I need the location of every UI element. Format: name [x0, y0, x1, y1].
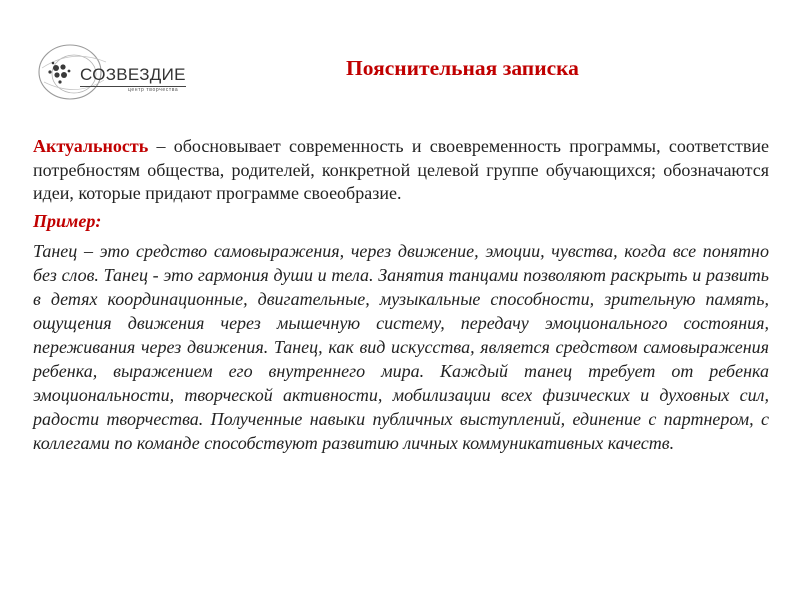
page-title: Пояснительная записка	[346, 56, 579, 80]
relevance-text: – обосновывает современность и своевременность программы, соответствие потребностям общества, родителей, конкретной целевой группе обучающихся; обозначаются идеи, которые придают программе своеобразие.	[33, 136, 769, 203]
relevance-paragraph	[33, 135, 769, 206]
relevance-term: Актуальность	[33, 136, 149, 156]
example-label: Пример:	[33, 210, 102, 231]
content-body	[33, 135, 769, 455]
logo-subtitle: центр творчества	[128, 87, 179, 93]
logo	[36, 38, 226, 108]
logo-name: СОЗВЕЗДИЕ	[80, 65, 186, 87]
example-paragraph: Танец – это средство самовыражения, через движение, эмоции, чувства, когда все понятно без слов. Танец - это гармония души и тела. Занятия танцами позволяют раскрыть и развить в детях координационные, двигательные, музыкальные способности, зрительную память, ощущения движения через мышечную систему, передачу эмоционального состояния, переживания через движения. Танец, как вид искусства, является средством самовыражения ребенка, выражением его внутреннего мира. Каждый танец требует от ребенка эмоциональности, творческой активности, мобилизации всех физических и духовных сил, радости творчества. Полученные навыки публичных выступлений, единение с партнером, с коллегами по команде способствуют развитию личных коммуникативных качеств.	[33, 241, 769, 453]
